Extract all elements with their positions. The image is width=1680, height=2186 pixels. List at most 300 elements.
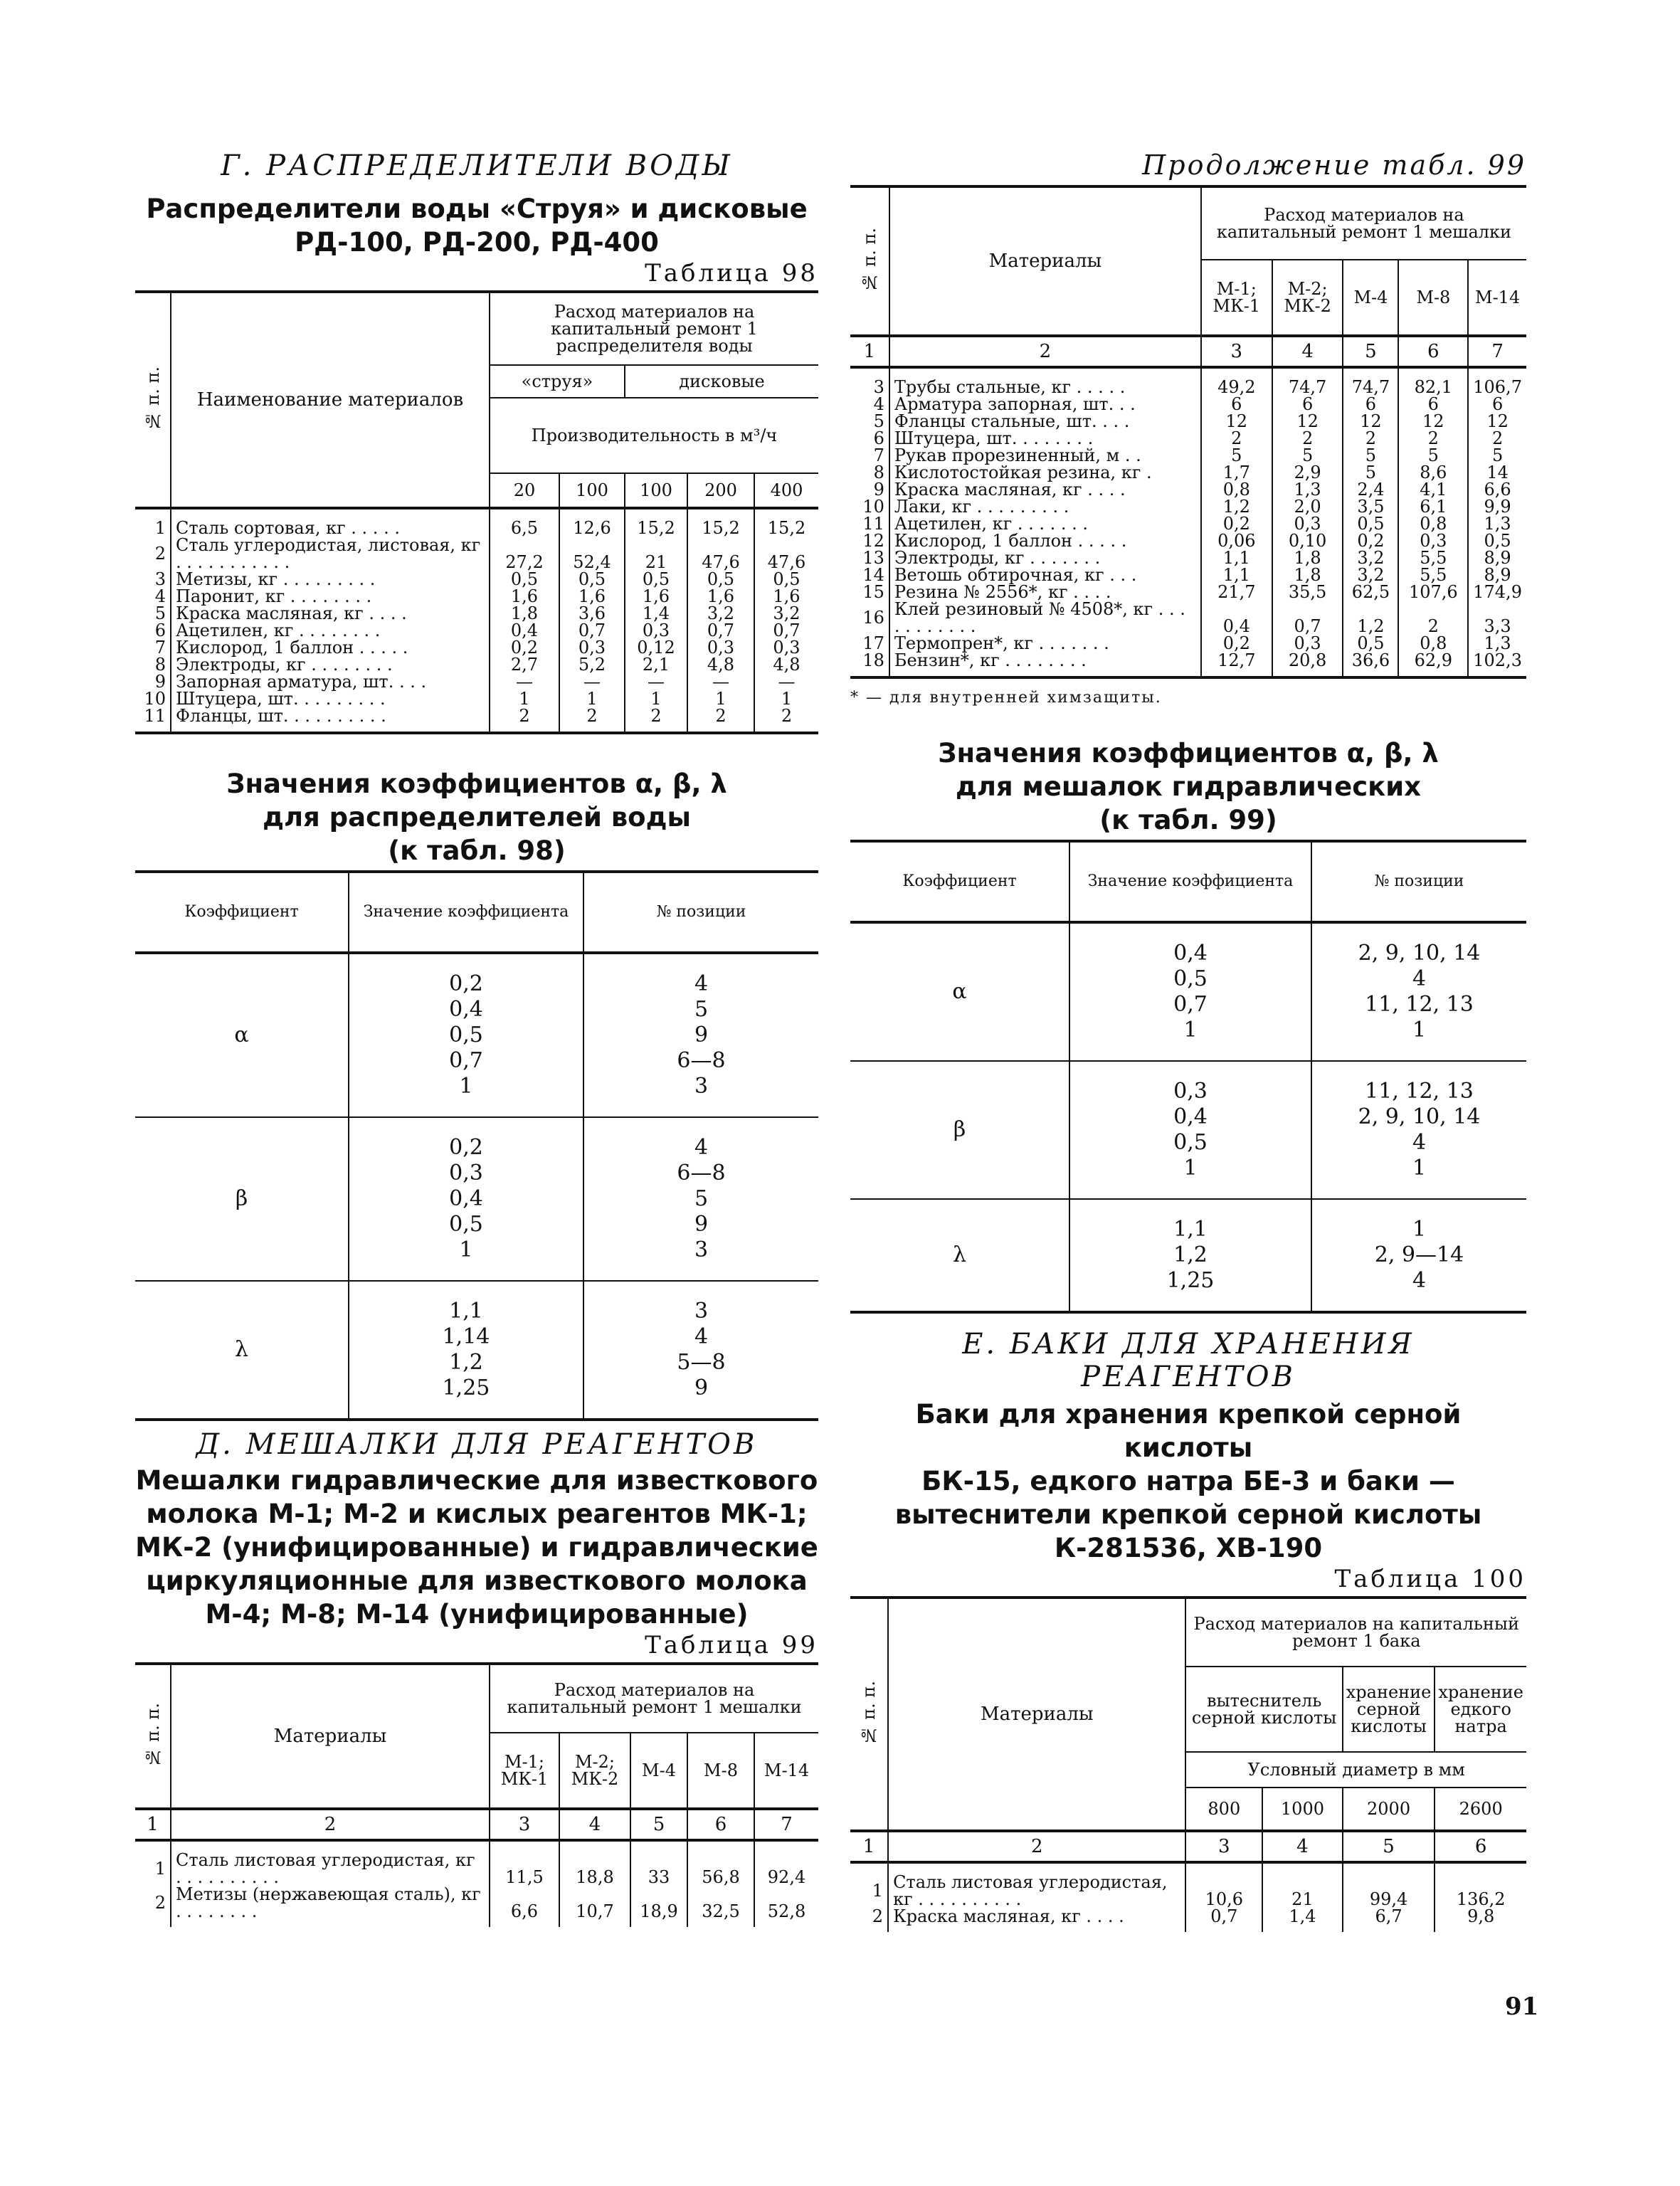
value-cell: 6,6	[490, 1886, 559, 1927]
position-value: 9	[694, 1212, 709, 1237]
value-cell: 36,6	[1343, 652, 1398, 677]
right-column	[850, 149, 1526, 1932]
table-row	[850, 1908, 1526, 1932]
table-row	[850, 1862, 1526, 1908]
value-cell: 1,8	[1272, 566, 1343, 584]
value-cell: —	[490, 673, 559, 690]
value-cell: 15,2	[687, 508, 754, 537]
value-cell: 0,7	[754, 622, 818, 639]
value-cell: 3,2	[687, 605, 754, 622]
value-cell: —	[559, 673, 625, 690]
value-cell: 136,2	[1435, 1862, 1526, 1908]
position-value: 2, 9, 10, 14	[1358, 941, 1481, 966]
row-number: 1	[872, 1881, 884, 1901]
row-number: 10	[862, 497, 884, 517]
value-cell: 2	[1398, 601, 1468, 635]
value-cell: 0,8	[1398, 635, 1468, 652]
coef-value: 0,4	[1173, 941, 1208, 966]
t98-cap-1: 20	[490, 473, 559, 508]
value-cell: 0,3	[1272, 515, 1343, 532]
material-name: Сталь листовая углеродистая, кг . . . . . . . . . .	[888, 1862, 1185, 1908]
coef-values	[349, 1117, 583, 1281]
t99a-cap-1: М-1; МК-1	[490, 1733, 559, 1809]
coef-value: 1	[459, 1074, 473, 1099]
coef-values	[1069, 1061, 1311, 1199]
material-name: Краска масляная, кг . . . .	[171, 605, 490, 622]
t99a-cap-4: М-8	[687, 1733, 754, 1809]
material-name: Запорная арматура, шт. . . .	[171, 673, 490, 690]
t99b-cap-4: М-8	[1398, 260, 1468, 336]
row-number: 11	[862, 514, 884, 534]
value-cell: 1	[625, 690, 687, 707]
t99a-cap-2: М-2; МК-2	[559, 1733, 630, 1809]
t100-col-hn: хранение едкого натра	[1435, 1667, 1526, 1752]
row-number: 8	[154, 655, 166, 675]
value-cell: 0,4	[490, 622, 559, 639]
value-cell: 0,8	[1398, 515, 1468, 532]
value-cell: 35,5	[1272, 584, 1343, 601]
value-cell: 6	[1343, 396, 1398, 413]
value-cell: 12	[1272, 413, 1343, 430]
row-number: 7	[154, 638, 166, 658]
position-value: 9	[694, 1376, 709, 1400]
value-cell: 0,7	[559, 622, 625, 639]
value-cell: 0,3	[1272, 635, 1343, 652]
value-cell: 5,5	[1398, 549, 1468, 566]
material-name: Метизы, кг . . . . . . . . .	[171, 571, 490, 588]
column-index: 6	[687, 1809, 754, 1840]
k98-h-coef: Коэффициент	[184, 903, 299, 921]
position-value: 9	[694, 1023, 709, 1047]
coef-values	[1069, 922, 1311, 1061]
column-index: 4	[1272, 336, 1343, 367]
coef-value: 0,2	[449, 971, 483, 996]
row-number: 3	[873, 377, 884, 397]
material-name: Сталь углеродистая, листовая, кг . . . . . . . . . . .	[171, 537, 490, 571]
t99a-body	[135, 1840, 818, 1927]
t99a-cap-3: М-4	[630, 1733, 687, 1809]
coef-value: 0,4	[449, 1186, 483, 1211]
table-row	[850, 601, 1526, 635]
value-cell: 0,5	[559, 571, 625, 588]
coef-value: 0,7	[449, 1048, 483, 1073]
k99-h-coef: Коэффициент	[902, 872, 1017, 890]
position-value: 3	[694, 1237, 709, 1262]
value-cell: 6,5	[490, 508, 559, 537]
value-cell: 0,4	[1201, 601, 1272, 635]
coef-value: 0,4	[449, 997, 483, 1022]
footnote: * — для внутренней химзащиты.	[850, 689, 1162, 707]
material-name: Сталь сортовая, кг . . . . .	[171, 508, 490, 537]
coef-symbol: α	[234, 1023, 249, 1047]
coef-value: 1,25	[442, 1376, 490, 1400]
value-cell: 2,9	[1272, 464, 1343, 481]
coef-group	[135, 1117, 818, 1281]
position-value: 4	[1412, 1268, 1427, 1293]
value-cell: 74,7	[1272, 367, 1343, 396]
position-value: 4	[694, 971, 709, 996]
coef-positions	[583, 1117, 818, 1281]
material-name: Электроды, кг . . . . . . . .	[171, 656, 490, 673]
row-number: 11	[144, 706, 166, 726]
k98-body	[135, 953, 818, 1420]
value-cell: 0,5	[754, 571, 818, 588]
t99a-cap-5: М-14	[754, 1733, 818, 1809]
section-e-title: Е. БАКИ ДЛЯ ХРАНЕНИЯ РЕАГЕНТОВ	[962, 1328, 1415, 1393]
value-cell: 5	[1343, 464, 1398, 481]
value-cell: 0,06	[1201, 532, 1272, 549]
coef-value: 1,1	[1173, 1217, 1208, 1242]
t99a-col-num: № п. п.	[142, 1702, 163, 1768]
value-cell: 2	[687, 707, 754, 733]
column-index: 4	[559, 1809, 630, 1840]
column-index: 7	[754, 1809, 818, 1840]
table-100-label: Таблица 100	[1334, 1565, 1526, 1593]
row-number: 4	[873, 394, 884, 414]
row-number: 2	[154, 544, 166, 564]
coef-value: 0,3	[449, 1161, 483, 1186]
value-cell: 62,5	[1343, 584, 1398, 601]
t99b-cap-2: М-2; МК-2	[1272, 260, 1343, 336]
value-cell: 3,3	[1468, 601, 1526, 635]
value-cell: 0,5	[687, 571, 754, 588]
t98-col-prod: Производительность в м³/ч	[490, 398, 818, 473]
value-cell: 6,6	[1468, 481, 1526, 498]
table-98	[135, 290, 818, 734]
table-row	[850, 532, 1526, 549]
position-value: 1	[1412, 1217, 1427, 1242]
value-cell: 0,7	[687, 622, 754, 639]
value-cell: 12	[1343, 413, 1398, 430]
value-cell: —	[625, 673, 687, 690]
value-cell: 8,9	[1468, 549, 1526, 566]
table-row	[850, 447, 1526, 464]
value-cell: 12	[1201, 413, 1272, 430]
value-cell: 0,10	[1272, 532, 1343, 549]
material-name: Штуцера, шт. . . . . . . .	[889, 430, 1201, 447]
column-index: 6	[1435, 1831, 1526, 1862]
table-row	[135, 1840, 818, 1886]
value-cell: 21	[625, 537, 687, 571]
continuation-label: Продолжение табл. 99	[1142, 149, 1526, 181]
row-number: 12	[862, 531, 884, 551]
t98-cap-5: 400	[754, 473, 818, 508]
row-number: 6	[154, 621, 166, 640]
t98-cap-2: 100	[559, 473, 625, 508]
value-cell: 3,5	[1343, 498, 1398, 515]
t98-col-rashod: Расход материалов на капитальный ремонт 1 распределителя воды	[490, 292, 818, 365]
column-index: 1	[863, 341, 876, 362]
value-cell: 52,4	[559, 537, 625, 571]
value-cell: 11,5	[490, 1840, 559, 1886]
column-index: 5	[1343, 1831, 1435, 1862]
value-cell: 1	[687, 690, 754, 707]
table-row	[135, 605, 818, 622]
coef-value: 0,5	[449, 1212, 483, 1237]
value-cell: 62,9	[1398, 652, 1468, 677]
value-cell: 12	[1468, 413, 1526, 430]
coef-positions	[1311, 922, 1526, 1061]
t98-col-struya: «струя»	[490, 365, 625, 398]
t100-index-row	[850, 1831, 1526, 1862]
value-cell: 0,12	[625, 639, 687, 656]
position-value: 1	[1412, 1018, 1427, 1042]
value-cell: 2	[1398, 430, 1468, 447]
value-cell: 18,9	[630, 1886, 687, 1927]
position-value: 3	[694, 1074, 709, 1099]
value-cell: 2,1	[625, 656, 687, 673]
material-name: Ветошь обтирочная, кг . . .	[889, 566, 1201, 584]
value-cell: 27,2	[490, 537, 559, 571]
position-value: 5	[694, 1186, 709, 1211]
coef-value: 0,7	[1173, 992, 1208, 1017]
table-row	[850, 566, 1526, 584]
value-cell: 47,6	[687, 537, 754, 571]
coef-table-98	[135, 870, 818, 1421]
position-value: 4	[694, 1135, 709, 1160]
column-index: 2	[889, 336, 1201, 367]
t100-col-rashod: Расход материалов на капитальный ремонт 1 бака	[1185, 1598, 1526, 1667]
t99b-cap-1: М-1; МК-1	[1201, 260, 1272, 336]
value-cell: 2,4	[1343, 481, 1398, 498]
table-99-part2	[850, 185, 1526, 679]
position-value: 3	[694, 1299, 709, 1324]
value-cell: 0,7	[1185, 1908, 1262, 1932]
table-row	[850, 635, 1526, 652]
column-index: 3	[490, 1809, 559, 1840]
row-number: 8	[873, 463, 884, 482]
k99-h-pos: № позиции	[1311, 841, 1526, 922]
row-number: 13	[862, 548, 884, 568]
row-number: 6	[873, 428, 884, 448]
value-cell: 1,8	[490, 605, 559, 622]
position-value: 4	[1412, 966, 1427, 991]
coef-group	[135, 1281, 818, 1420]
value-cell: 4,8	[687, 656, 754, 673]
value-cell: 0,5	[1468, 532, 1526, 549]
value-cell: 12,7	[1201, 652, 1272, 677]
table-row	[850, 413, 1526, 430]
row-number: 18	[862, 650, 884, 670]
coef-value: 0,3	[1173, 1079, 1208, 1104]
value-cell: 10,6	[1185, 1862, 1262, 1908]
value-cell: 5	[1398, 447, 1468, 464]
value-cell: 2	[559, 707, 625, 733]
table-row	[850, 481, 1526, 498]
value-cell: 5	[1272, 447, 1343, 464]
value-cell: 0,2	[1201, 635, 1272, 652]
value-cell: 1,3	[1272, 481, 1343, 498]
coef-value: 1	[459, 1237, 473, 1262]
table-row	[850, 498, 1526, 515]
left-column	[135, 149, 818, 1927]
t99a-col-mat: Материалы	[171, 1664, 490, 1809]
table-row	[135, 690, 818, 707]
value-cell: 92,4	[754, 1840, 818, 1886]
coef-symbol: β	[235, 1186, 248, 1211]
material-name: Паронит, кг . . . . . . . .	[171, 588, 490, 605]
coef-symbol: λ	[952, 1242, 966, 1267]
table-row	[135, 537, 818, 571]
value-cell: 12,6	[559, 508, 625, 537]
column-index: 4	[1262, 1831, 1343, 1862]
column-index: 6	[1398, 336, 1468, 367]
row-number: 2	[872, 1906, 884, 1926]
row-number: 9	[873, 480, 884, 500]
row-number: 7	[873, 445, 884, 465]
value-cell: 10,7	[559, 1886, 630, 1927]
t99b-index-row	[850, 336, 1526, 367]
value-cell: 0,2	[490, 639, 559, 656]
section-d-title: Д. МЕШАЛКИ ДЛЯ РЕАГЕНТОВ	[196, 1428, 758, 1461]
value-cell: —	[687, 673, 754, 690]
material-name: Кислотостойкая резина, кг .	[889, 464, 1201, 481]
material-name: Бензин*, кг . . . . . . . .	[889, 652, 1201, 677]
value-cell: 2	[1343, 430, 1398, 447]
value-cell: 0,3	[625, 622, 687, 639]
value-cell: 1,6	[559, 588, 625, 605]
value-cell: 2,7	[490, 656, 559, 673]
t100-col-diam: Условный диаметр в мм	[1185, 1752, 1526, 1788]
row-number: 9	[154, 672, 166, 692]
t98-col-name: Наименование материалов	[171, 292, 490, 508]
value-cell: 4,1	[1398, 481, 1468, 498]
table-row	[135, 707, 818, 733]
column-index: 5	[1343, 336, 1398, 367]
value-cell: 3,2	[1343, 549, 1398, 566]
coef-symbol: α	[952, 979, 967, 1004]
coef-value: 1	[1183, 1156, 1198, 1181]
value-cell: 47,6	[754, 537, 818, 571]
value-cell: 14	[1468, 464, 1526, 481]
value-cell: 82,1	[1398, 367, 1468, 396]
column-index: 5	[630, 1809, 687, 1840]
table-100-heading: Баки для хранения крепкой серной кислоты БК-15, едкого натра БЕ-3 и баки — вытеснители крепкой серной кислоты К-281536, ХВ-190	[894, 1399, 1482, 1563]
t99b-cap-5: М-14	[1468, 260, 1526, 336]
value-cell: 0,7	[1272, 601, 1343, 635]
material-name: Краска масляная, кг . . . .	[888, 1908, 1185, 1932]
coef-positions	[1311, 1061, 1526, 1199]
value-cell: 4,8	[754, 656, 818, 673]
position-value: 6—8	[677, 1048, 726, 1073]
table-row	[135, 639, 818, 656]
coef-value: 0,4	[1173, 1104, 1208, 1129]
row-number: 10	[144, 689, 166, 709]
position-value: 1	[1412, 1156, 1427, 1181]
value-cell: 6	[1272, 396, 1343, 413]
value-cell: 0,3	[1398, 532, 1468, 549]
column-index: 3	[1185, 1831, 1262, 1862]
value-cell: 0,8	[1201, 481, 1272, 498]
t100-cap-4: 2600	[1435, 1788, 1526, 1831]
t99b-col-num: № п. п.	[859, 227, 879, 292]
t100-cap-3: 2000	[1343, 1788, 1435, 1831]
value-cell: 1,7	[1201, 464, 1272, 481]
row-number: 3	[154, 569, 166, 589]
value-cell: 21,7	[1201, 584, 1272, 601]
value-cell: 0,2	[1343, 532, 1398, 549]
value-cell: 5,2	[559, 656, 625, 673]
table-row	[135, 673, 818, 690]
value-cell: 3,2	[754, 605, 818, 622]
row-number: 1	[154, 518, 166, 538]
value-cell: 0,3	[559, 639, 625, 656]
value-cell: —	[754, 673, 818, 690]
value-cell: 6,1	[1398, 498, 1468, 515]
value-cell: 15,2	[625, 508, 687, 537]
table-row	[850, 367, 1526, 396]
value-cell: 102,3	[1468, 652, 1526, 677]
k98-heading: Значения коэффициентов α, β, λ для распределителей воды (к табл. 98)	[226, 769, 727, 866]
value-cell: 2	[625, 707, 687, 733]
table-row	[135, 588, 818, 605]
material-name: Кислород, 1 баллон . . . . .	[171, 639, 490, 656]
row-number: 16	[862, 608, 884, 628]
value-cell: 107,6	[1398, 584, 1468, 601]
value-cell: 6	[1398, 396, 1468, 413]
position-value: 5—8	[677, 1350, 726, 1375]
value-cell: 52,8	[754, 1886, 818, 1927]
value-cell: 1,8	[1272, 549, 1343, 566]
value-cell: 0,5	[1343, 635, 1398, 652]
value-cell: 1	[490, 690, 559, 707]
value-cell: 1,1	[1201, 549, 1272, 566]
coef-value: 1,1	[449, 1299, 483, 1324]
coef-table-99	[850, 840, 1526, 1314]
t98-body	[135, 508, 818, 733]
value-cell: 18,8	[559, 1840, 630, 1886]
coef-positions	[1311, 1199, 1526, 1312]
coef-value: 1	[1183, 1018, 1198, 1042]
value-cell: 1,4	[1262, 1908, 1343, 1932]
table-row	[135, 622, 818, 639]
coef-group	[850, 922, 1526, 1061]
value-cell: 174,9	[1468, 584, 1526, 601]
value-cell: 32,5	[687, 1886, 754, 1927]
value-cell: 8,6	[1398, 464, 1468, 481]
row-number: 15	[862, 582, 884, 602]
value-cell: 21	[1262, 1862, 1343, 1908]
material-name: Фланцы стальные, шт. . . .	[889, 413, 1201, 430]
value-cell: 1,2	[1201, 498, 1272, 515]
material-name: Ацетилен, кг . . . . . . . .	[171, 622, 490, 639]
table-98-label: Таблица 98	[645, 259, 818, 287]
material-name: Резина № 2556*, кг . . . .	[889, 584, 1201, 601]
table-98-heading: Распределители воды «Струя» и дисковые РД-100, РД-200, РД-400	[146, 194, 808, 258]
value-cell: 1,6	[625, 588, 687, 605]
table-row	[850, 549, 1526, 566]
value-cell: 0,3	[754, 639, 818, 656]
position-value: 4	[1412, 1130, 1427, 1155]
coef-group	[850, 1061, 1526, 1199]
t100-cap-2: 1000	[1262, 1788, 1343, 1831]
value-cell: 1	[559, 690, 625, 707]
table-99-heading: Мешалки гидравлические для известкового молока М-1; М-2 и кислых реагентов МК-1; МК-2 (унифицированные) и гидравлические циркуляционные для известкового молока М-4; М-8; М-14 (унифицированные)	[135, 1465, 818, 1630]
coef-values	[349, 1281, 583, 1420]
value-cell: 1,3	[1468, 515, 1526, 532]
t99b-cap-3: М-4	[1343, 260, 1398, 336]
value-cell: 1,4	[625, 605, 687, 622]
value-cell: 0,5	[490, 571, 559, 588]
value-cell: 1,6	[754, 588, 818, 605]
t99b-col-mat: Материалы	[889, 186, 1201, 336]
position-value: 6—8	[677, 1161, 726, 1186]
value-cell: 1,1	[1201, 566, 1272, 584]
row-number: 5	[154, 603, 166, 623]
value-cell: 0,5	[1343, 515, 1398, 532]
t98-cap-3: 100	[625, 473, 687, 508]
position-value: 5	[694, 997, 709, 1022]
